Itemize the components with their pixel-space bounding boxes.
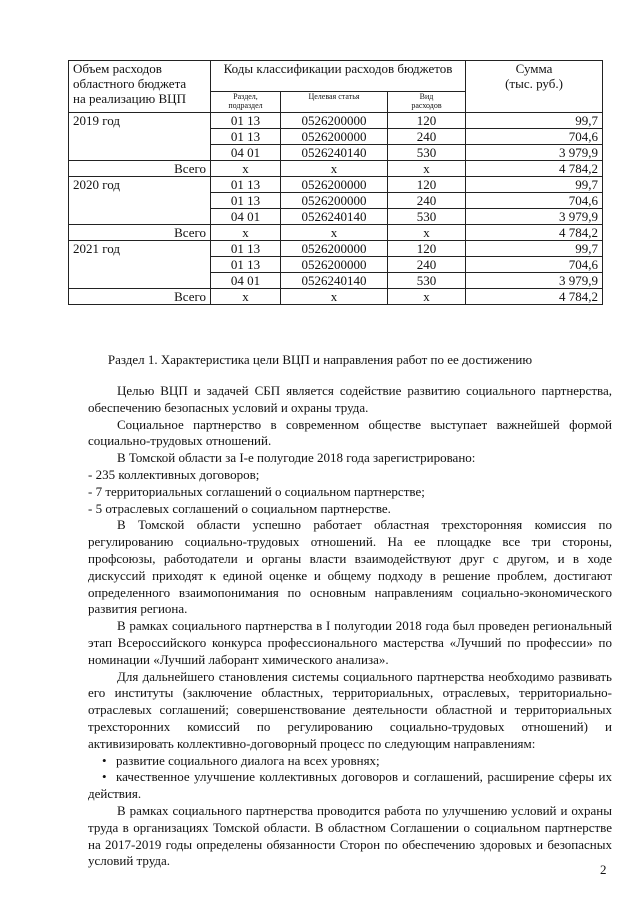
section-cell: 01 13: [211, 193, 281, 209]
year-cell: 2019 год: [69, 113, 211, 161]
col-header-sum: Сумма (тыс. руб.): [466, 61, 603, 113]
body-text: [88, 383, 612, 870]
type-cell: 240: [388, 193, 466, 209]
bullet-icon: •: [102, 769, 107, 785]
sum-cell: 99,7: [466, 177, 603, 193]
subheader-type: Вид расходов: [388, 92, 466, 113]
type-cell: 240: [388, 257, 466, 273]
budget-table: [68, 60, 603, 305]
subheader-target: Целевая статья: [281, 92, 388, 113]
target-cell: 0526240140: [281, 145, 388, 161]
sum-cell: 3 979,9: [466, 209, 603, 225]
page-number: 2: [600, 862, 607, 877]
sum-cell: 704,6: [466, 257, 603, 273]
sum-cell: 99,7: [466, 113, 603, 129]
total-section-cell: x: [211, 225, 281, 241]
sum-cell: 704,6: [466, 193, 603, 209]
total-sum-cell: 4 784,2: [466, 225, 603, 241]
target-cell: 0526200000: [281, 113, 388, 129]
target-cell: 0526240140: [281, 209, 388, 225]
type-cell: 120: [388, 113, 466, 129]
section-cell: 04 01: [211, 209, 281, 225]
total-row: [69, 161, 603, 177]
target-cell: 0526200000: [281, 257, 388, 273]
section-cell: 04 01: [211, 273, 281, 289]
section-heading: Раздел 1. Характеристика цели ВЦП и направления работ по ее достижению: [107, 352, 533, 367]
paragraph: В рамках социального партнерства в I полугодии 2018 года был проведен региональный этап Всероссийского конкурса профессионального мастерства «Лучший по профессии» по номинации «Лучший лаборант химического анализа».: [88, 618, 612, 667]
type-cell: 530: [388, 209, 466, 225]
section-cell: 01 13: [211, 177, 281, 193]
bullet-item: • развитие социального диалога на всех уровнях;: [102, 752, 380, 768]
paragraph: В Томской области за I-е полугодие 2018 года зарегистрировано:: [117, 450, 476, 466]
total-label-cell: Всего: [69, 161, 211, 177]
sum-cell: 3 979,9: [466, 145, 603, 161]
total-sum-cell: 4 784,2: [466, 289, 603, 305]
sum-cell: 3 979,9: [466, 273, 603, 289]
bullet-item: • качественное улучшение коллективных договоров и соглашений, расширение сферы их действия.: [88, 769, 612, 802]
type-cell: 120: [388, 241, 466, 257]
paragraph: В Томской области успешно работает областная трехсторонняя комиссия по регулированию социально-трудовых отношений. На ее площадке все три стороны, профсоюзы, работодатели и органы власти взаимодействуют друг с другом, и в ходе дискуссий приходят к единой оценке и общему подходу в решение проблем, достигают определенного взаимопонимания по основным направлениям социально-экономического развития региона.: [88, 517, 612, 617]
type-cell: 530: [388, 145, 466, 161]
type-cell: 120: [388, 177, 466, 193]
target-cell: 0526240140: [281, 273, 388, 289]
target-cell: 0526200000: [281, 129, 388, 145]
list-item: - 5 отраслевых соглашений о социальном партнерстве.: [88, 500, 391, 516]
total-type-cell: x: [388, 289, 466, 305]
sum-cell: 99,7: [466, 241, 603, 257]
section-cell: 04 01: [211, 145, 281, 161]
sum-cell: 704,6: [466, 129, 603, 145]
table-row: [69, 113, 603, 129]
paragraph: Для дальнейшего становления системы социального партнерства необходимо развивать его институты (заключение областных, территориальных, отраслевых, территориально-отраслевых соглашений; совершенствование деятельности областной и территориальных трехсторонних комиссий по регулированию социально-трудовых отношений) и активизировать коллективно-договорный процесс по следующим направлениям:: [88, 668, 612, 751]
total-label-cell: Всего: [69, 225, 211, 241]
total-label-cell: Всего: [69, 289, 211, 305]
year-cell: 2021 год: [69, 241, 211, 289]
type-cell: 240: [388, 129, 466, 145]
paragraph: Целью ВЦП и задачей СБП является содействие развитию социального партнерства, обеспечению безопасных условий и охраны труда.: [88, 383, 612, 415]
section-cell: 01 13: [211, 257, 281, 273]
section-cell: 01 13: [211, 129, 281, 145]
subheader-section: Раздел, подраздел: [211, 92, 281, 113]
section-cell: 01 13: [211, 113, 281, 129]
target-cell: 0526200000: [281, 193, 388, 209]
total-target-cell: x: [281, 225, 388, 241]
total-row: [69, 289, 603, 305]
total-type-cell: x: [388, 161, 466, 177]
list-item: - 235 коллективных договоров;: [88, 466, 260, 482]
paragraph: Социальное партнерство в современном обществе выступает важнейшей формой социально-трудовых отношений.: [88, 416, 612, 449]
total-type-cell: x: [388, 225, 466, 241]
section-cell: 01 13: [211, 241, 281, 257]
total-section-cell: x: [211, 161, 281, 177]
total-section-cell: x: [211, 289, 281, 305]
table-row: [69, 241, 603, 257]
paragraph: В рамках социального партнерства проводится работа по улучшению условий и охраны труда в организациях Томской области. В областном Соглашении о социальном партнерстве на 2017-2019 годы определены обязанности Сторон по обеспечению здоровых и безопасных условий труда.: [88, 802, 612, 869]
type-cell: 530: [388, 273, 466, 289]
target-cell: 0526200000: [281, 177, 388, 193]
total-target-cell: x: [281, 161, 388, 177]
col-header-volume: Объем расходов областного бюджета на реализацию ВЦП: [69, 61, 211, 113]
target-cell: 0526200000: [281, 241, 388, 257]
table-row: [69, 177, 603, 193]
year-cell: 2020 год: [69, 177, 211, 225]
bullet-icon: •: [102, 752, 107, 768]
total-row: [69, 225, 603, 241]
list-item: - 7 территориальных соглашений о социальном партнерстве;: [88, 483, 425, 499]
col-header-codes: Коды классификации расходов бюджетов: [211, 61, 466, 92]
total-sum-cell: 4 784,2: [466, 161, 603, 177]
total-target-cell: x: [281, 289, 388, 305]
